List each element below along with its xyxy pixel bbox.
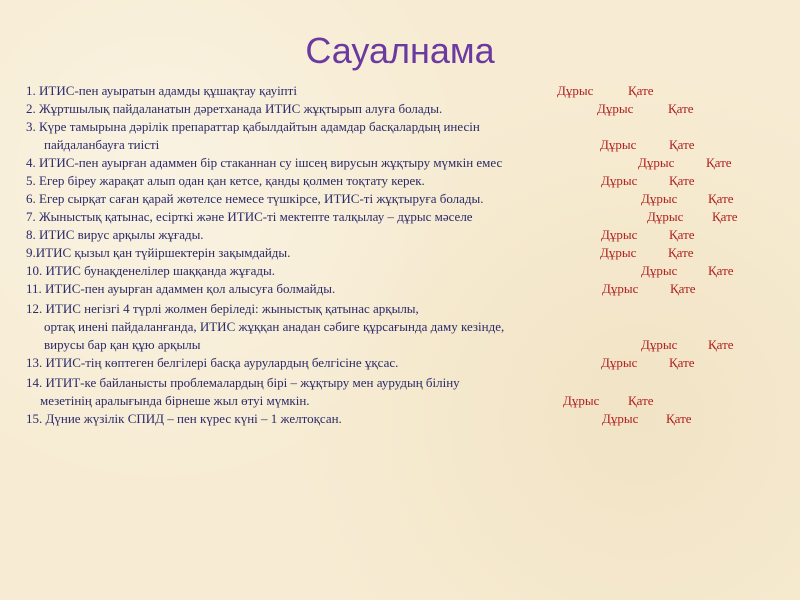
answer-false-5[interactable]: Қате xyxy=(669,173,695,188)
answer-true-9[interactable]: Дұрыс xyxy=(600,245,637,260)
answer-true-14[interactable]: Дұрыс xyxy=(563,393,600,408)
answer-false-11[interactable]: Қате xyxy=(670,281,696,296)
answer-true-11[interactable]: Дұрыс xyxy=(602,281,639,296)
answer-false-9[interactable]: Қате xyxy=(668,245,694,260)
page-title: Сауалнама xyxy=(305,30,495,71)
answer-false-7[interactable]: Қате xyxy=(712,209,738,224)
answer-true-10[interactable]: Дұрыс xyxy=(641,263,678,278)
answer-true-15[interactable]: Дұрыс xyxy=(602,411,639,426)
answer-false-8[interactable]: Қате xyxy=(669,227,695,242)
answer-false-12[interactable]: Қате xyxy=(708,337,734,352)
question-13: 13. ИТИС-тің көптеген белгілері басқа аурулардың белгісіне ұқсас. xyxy=(26,355,399,370)
question-7: 7. Жыныстық қатынас, есірткі және ИТИС-ті мектепте талқылау – дұрыс мәселе xyxy=(26,209,473,224)
answer-false-15[interactable]: Қате xyxy=(666,411,692,426)
answer-true-2[interactable]: Дұрыс xyxy=(597,101,634,116)
answer-true-1[interactable]: Дұрыс xyxy=(557,83,594,98)
question-8: 8. ИТИС вирус арқылы жұғады. xyxy=(26,227,204,242)
answer-false-6[interactable]: Қате xyxy=(708,191,734,206)
answer-true-8[interactable]: Дұрыс xyxy=(601,227,638,242)
answer-false-10[interactable]: Қате xyxy=(708,263,734,278)
question-12-line-3: вирусы бар қан құю арқылы xyxy=(44,337,201,352)
answer-false-1[interactable]: Қате xyxy=(628,83,654,98)
answer-true-4[interactable]: Дұрыс xyxy=(638,155,675,170)
question-11: 11. ИТИС-пен ауырған адаммен қол алысуға болмайды. xyxy=(26,281,336,296)
question-12-line-2: ортақ инені пайдаланғанда, ИТИС жұққан анадан сәбиге құрсағында даму кезінде, xyxy=(44,319,505,334)
question-3-line-2: пайдаланбауға тиісті xyxy=(44,137,160,152)
question-9: 9.ИТИС қызыл қан түйіршектерін зақымдайды. xyxy=(26,245,291,260)
question-15: 15. Дүние жүзілік СПИД – пен күрес күні – 1 желтоқсан. xyxy=(26,411,342,426)
question-5: 5. Егер біреу жарақат алып одан қан кетсе, қанды қолмен тоқтату керек. xyxy=(26,173,425,188)
answer-true-13[interactable]: Дұрыс xyxy=(601,355,638,370)
answer-false-14[interactable]: Қате xyxy=(628,393,654,408)
question-10: 10. ИТИС бунақденелілер шаққанда жұғады. xyxy=(26,263,275,278)
question-1: 1. ИТИС-пен ауыратын адамды құшақтау қауіпті xyxy=(26,83,297,98)
answer-true-3[interactable]: Дұрыс xyxy=(600,137,637,152)
answer-true-5[interactable]: Дұрыс xyxy=(601,173,638,188)
question-14-line-2: мезетінің аралығында бірнеше жыл өтуі мүмкін. xyxy=(40,393,310,408)
question-4: 4. ИТИС-пен ауырған адаммен бір стаканнан су ішсең вирусын жұқтыру мүмкін емес xyxy=(26,155,503,170)
answer-false-2[interactable]: Қате xyxy=(668,101,694,116)
answer-true-6[interactable]: Дұрыс xyxy=(641,191,678,206)
answer-false-13[interactable]: Қате xyxy=(669,355,695,370)
answer-true-7[interactable]: Дұрыс xyxy=(647,209,684,224)
question-3: 3. Күре тамырына дәрілік препараттар қабылдайтын адамдар басқалардың инесін xyxy=(26,119,480,134)
question-12: 12. ИТИС негізгі 4 түрлі жолмен беріледі: жыныстық қатынас арқылы, xyxy=(26,301,419,316)
answer-false-3[interactable]: Қате xyxy=(669,137,695,152)
question-2: 2. Жұртшылық пайдаланатын дәретханада ИТИС жұқтырып алуға болады. xyxy=(26,101,443,116)
question-14: 14. ИТИТ-ке байланысты проблемалардың бірі – жұқтыру мен аурудың біліну xyxy=(26,375,460,390)
answer-false-4[interactable]: Қате xyxy=(706,155,732,170)
question-6: 6. Егер сырқат саған қарай жөтелсе немесе түшкірсе, ИТИС-ті жұқтыруға болады. xyxy=(26,191,484,206)
answer-true-12[interactable]: Дұрыс xyxy=(641,337,678,352)
